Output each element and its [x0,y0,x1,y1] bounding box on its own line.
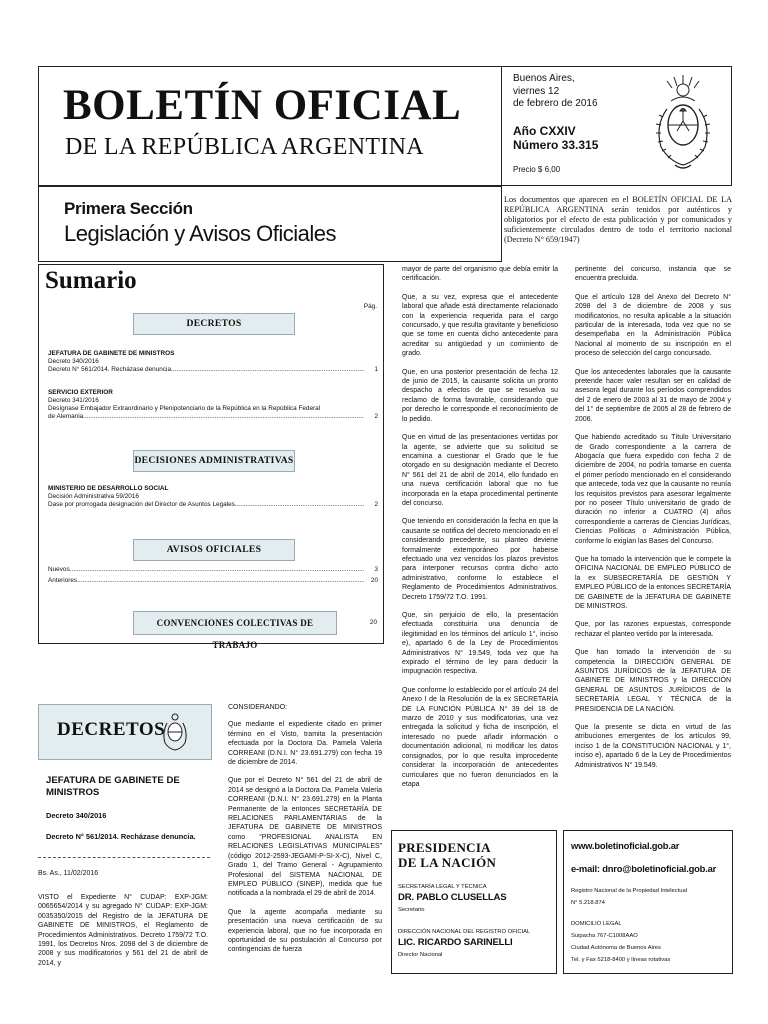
paragraph: Que, en una posterior presentación de fecha 12 de junio de 2015, la causante solicita un pronto despacho a efectos de que se resuelva su reclamo de forma favorable, considerando que por derecho le corresponde el reconocimiento de lo pedido. [402,368,558,423]
section-title: Legislación y Avisos Oficiales [64,221,336,246]
paragraph: Que conforme lo establecido por el artículo 24 del Anexo I de la Resolución de la ex SECRETARÍA DE LA FUNCIÓN PÚBLICA N° 39 del 18 de marzo de 2010 y sus modificatorias, una vez entregada la solicitud y ficha de inscripción, el interesado no puede añadir información o documentación adicional, ni modificar los datos consignados, por lo que resulta improcedente considerar la incorporación de antecedentes curriculares que no fueron denunciados en la etapa [402,686,558,788]
date-line: viernes 12 [513,85,560,97]
phone-number: Tel. y Fax 5218-8400 y líneas rotativas [571,957,671,963]
director-role: Director Nacional [398,952,443,958]
masthead [38,66,732,186]
secretaria-label: SECRETARÍA LEGAL Y TÉCNICA [398,884,487,890]
authenticity-notice: Los documentos que aparecen en el BOLETÍN OFICIAL DE LA REPÚBLICA ARGENTINA serán tenidos por auténticos y obligatorios por el efecto de esta publicación y por comunicados y suficientemente circulados dentro de todo el territorio nacional (Decreto N° 659/1947) [504,195,732,244]
paragraph: Que la presente se dicta en virtud de las atribuciones emergentes de los artículos 99, inciso 1 de la CONSTITUCIÓN NACIONAL y 1°, inciso e), apartado 6 de la Ley de Procedimientos Administrativos N° 19.549. [575,724,731,769]
paragraph: Que el artículo 128 del Anexo del Decreto N° 2098 del 3 de diciembre de 2008 y sus modificatorios, no resulta aplicable a la situación particular de la interesada, toda vez que no se desempeñaba en la Administración Pública Nacional al momento de su inscripción en el proceso de selección del cargo concursado. [575,293,731,358]
sumario-entry-doc: Decisión Administrativa 59/2016 [48,493,139,500]
sumario-entry-1[interactable] [48,350,378,374]
decretos-banner [38,704,212,760]
presidencia-title: PRESIDENCIA [398,840,491,855]
decree-number: Decreto 340/2016 [46,811,107,820]
sumario-decretos-header[interactable]: DECRETOS [133,313,295,335]
paragraph: Que habiendo acreditado su Título Universitario de Grado correspondiente a la carrera de Abogacía que fuera expedido con fecha 2 de diciembre de 2004, no podría tomarse en cuenta el primer período mencionado en el considerando que antecede, toda vez que la causante no reunía los requisitos previstos para asesorar legalmente por no poseer Título universitario de grado de duración no inferior a CUATRO (4) años correspondiente a carreras de Ciencias Jurídicas, Ciencias Políticas o Administración Pública, conforme lo exigían las Bases del Concurso. [575,434,731,545]
city-address: Ciudad Autónoma de Buenos Aires [571,945,661,951]
sumario-avisos-header[interactable]: AVISOS OFICIALES [133,539,295,561]
section-box [38,186,502,262]
considerando-heading: CONSIDERANDO: [228,704,288,711]
registro-label: Registro Nacional de la Propiedad Intelectual [571,888,688,894]
direccion-label: DIRECCIÓN NACIONAL DEL REGISTRO OFICIAL [398,929,531,935]
sumario-anteriores-line[interactable]: Anteriores ..... 20 [48,577,378,585]
registro-number: N° 5.218.874 [571,900,605,906]
paragraph: pertinente del concurso, instancia que se encuentra precluida. [575,266,731,283]
sumario-convenciones-header[interactable]: CONVENCIONES COLECTIVAS DE TRABAJO [133,611,337,635]
paragraph: Que los antecedentes laborales que la causante pretende hacer valer resultan ser en calidad de asesora legal durante los períodos comprendidos del 2 de enero de 2003 al 31 de mayo de 2004 y del 1° de septiembre de 2005 al 28 de febrero de 2006. [575,368,731,423]
column-right [575,265,731,779]
column-considerando [228,703,382,964]
visto-paragraph: VISTO el Expediente N° CUDAP: EXP-JGM: 0065654/2014 y su agregado N° CUDAP: EXP-JGM: 0035350/2015 del Registro de la JEFATURA DE GABINETE DE MINISTROS, el Reglamento de Procedimientos Administrativos. Decreto 1759/72 T.O. 1991, los Decretos Nros. 2098 del 3 de diciembre de 2008 y sus modificatorios y 561 del 21 de abril de 2014, y [38,894,208,967]
sumario-entry-doc: Decreto 341/2016 [48,397,99,404]
decree-visto [38,893,208,977]
masthead-date [513,73,598,111]
sumario-pag-label: Pág. [363,303,377,310]
masthead-number: Número 33.315 [513,138,599,152]
decretos-banner-title: DECRETOS [57,719,166,740]
director-name: LIC. RICARDO SARINELLI [398,937,513,948]
presidencia-subtitle: DE LA NACIÓN [398,855,497,870]
date-line: Buenos Aires, [513,73,575,84]
sumario-entry-org: MINISTERIO DE DESARROLLO SOCIAL [48,485,169,492]
sumario-entry-line: de Alemania. ..... 2 [48,413,378,421]
presidencia-box [391,830,557,974]
column-middle [402,265,558,798]
paragraph: mayor de parte del organismo que debía emitir la certificación. [402,266,558,283]
paragraph: Que la agente acompaña mediante su presentación una nueva certificación de su experiencia laboral, que no fue incorporada en oportunidad de su postulación al Concurso por contingencias de fuerza [228,908,382,954]
masthead-divider [501,67,502,185]
paragraph: Que, sin perjuicio de ello, la presentación efectuada constituiría una denuncia de ilegitimidad en los términos del artículo 1°, inciso e), apartado 6 de la Ley de Procedimientos Administrativos N° 19.549, toda vez que ha expirado el término de ley para deducir la impugnación respectiva. [402,612,558,676]
paragraph: Que mediante el expediente citado en primer término en el Visto, tramita la presentación efectuada por la Doctora Da. Pamela Valeria CORREANI (D.N.I. N° 23.691.279) con fecha 19 de diciembre de 2014. [228,721,382,767]
masthead-subtitle: DE LA REPÚBLICA ARGENTINA [65,134,424,160]
sumario-title: Sumario [45,267,137,294]
sumario-entry-line: Decreto N° 561/2014. Recházase denuncia. ..... 1 [48,366,378,374]
domicilio-label: DOMICILIO LEGAL [571,921,622,927]
masthead-year: Año CXXIV [513,124,576,138]
secretario-role: Secretario [398,907,425,913]
website-link[interactable]: www.boletinoficial.gob.ar [571,840,680,851]
paragraph: Que, a su vez, expresa que el antecedente laboral que añade está directamente relacionado con la experiencia requerida para el cargo concursado, y que resulta gravitante y beneficioso que se tome en cuenta dicho antecedente para acreditar su antigüedad y un corrimiento de grado. [402,293,558,358]
paragraph: Que por el Decreto N° 561 del 21 de abril de 2014 se designó a la Doctora Da. Pamela Valeria CORREANI (D.N.I. N° 23.691.279) en la Planta Permanente de la entonces SECRETARÍA DE RELACIONES PARLAMENTARIAS de la JEFATURA DE GABINETE DE MINISTROS como “PROFESIONAL ANALISTA EN RELACIONES LEGISLATIVAS MUNICIPALES” (código 2012-2593-JEGAMI-P-SI-X-C), Nivel C, Grado 1, del Tramo General - Agrupamiento Profesional del SISTEMA NACIONAL DE EMPLEO PÚBLICO (SINEP), medida que fue notificada a la nombrada el 29 de abril de 2014. [228,777,382,898]
street-address: Suipacha 767-C1008AAO [571,933,638,939]
decree-org: JEFATURA DE GABINETE DE MINISTROS [46,775,180,798]
sumario-entry-doc: Decreto 340/2016 [48,358,99,365]
sumario-entry-text: Desígnase Embajador Extraordinario y Plenipotenciario de la República en la República Federal [48,405,321,412]
small-coat-of-arms-icon [161,711,189,753]
decree-summary: Decreto N° 561/2014. Recházase denuncia. [46,832,196,841]
date-line: de febrero de 2016 [513,98,598,109]
sumario-convenciones-page: 20 [369,619,377,626]
paragraph: Que han tomado la intervención de su competencia la DIRECCIÓN GENERAL DE ASUNTOS JURÍDICOS de la JEFATURA DE GABINETE DE MINISTROS y la DIRECCIÓN GENERAL DE ASUNTOS JURÍDICOS de la SECRETARÍA LEGAL Y TÉCNICA de la PRESIDENCIA DE LA NACIÓN. [575,649,731,713]
secretario-name: DR. PABLO CLUSELLAS [398,892,507,903]
paragraph: Que en virtud de las presentaciones vertidas por la agente, se advierte que su solicitud se encamina a cuestionar el Grado que le fue otorgado en su designación mediante el Decreto N° 561 del 21 de abril de 2014, ello fundado en una nueva certificación laboral que no fue incorporada en la etapa procedimental pertinente del concurso. [402,434,558,507]
section-name: Primera Sección [64,199,193,218]
sumario-entry-org: JEFATURA DE GABINETE DE MINISTROS [48,350,175,357]
paragraph: Que, por las razones expuestas, corresponde rechazar el planteo vertido por la interesada. [575,621,731,638]
masthead-title: BOLETÍN OFICIAL [63,82,462,129]
paragraph: Que ha tomado la intervención que le compete la OFICINA NACIONAL DE EMPLEO PÚBLICO de la ex SUBSECRETARÍA DE GESTIÓN Y EMPLEO PÚBLICO de la entonces SECRETARÍA DE GABINETE de la JEFATURA DE GABINETE DE MINISTROS. [575,555,731,610]
decree-date: Bs. As., 11/02/2016 [38,870,99,877]
sumario-entry-2[interactable] [48,389,378,421]
sumario-decisiones-header[interactable]: DECISIONES ADMINISTRATIVAS [133,450,295,472]
sumario-box [38,264,384,650]
sumario-entry-3[interactable] [48,485,378,509]
sumario-entry-org: SERVICIO EXTERIOR [48,389,113,396]
sumario-nuevos-line[interactable]: Nuevos. ..... 3 [48,566,378,574]
dashed-divider [38,857,210,858]
sumario-entry-line: Dase por prorrogada designación del Director de Asuntos Legales. ..... 2 [48,501,378,509]
masthead-price: Precio $ 6,00 [513,165,561,174]
contact-box [563,830,733,974]
paragraph: Que teniendo en consideración la fecha en que la causante se notifica del decreto mencionado en el considerando precedente, su planteo deviene formalmente extemporáneo por haberse efectuado una vez vencidos los plazos previstos para interponer recursos contra dicho acto administrativo, conforme lo establece el Reglamento de Procedimientos Administrativos. Decreto 1759/72 T.O. 1991. [402,518,558,601]
coat-of-arms-icon [647,73,719,177]
email-link[interactable]: e-mail: dnro@boletinoficial.gob.ar [571,863,717,874]
